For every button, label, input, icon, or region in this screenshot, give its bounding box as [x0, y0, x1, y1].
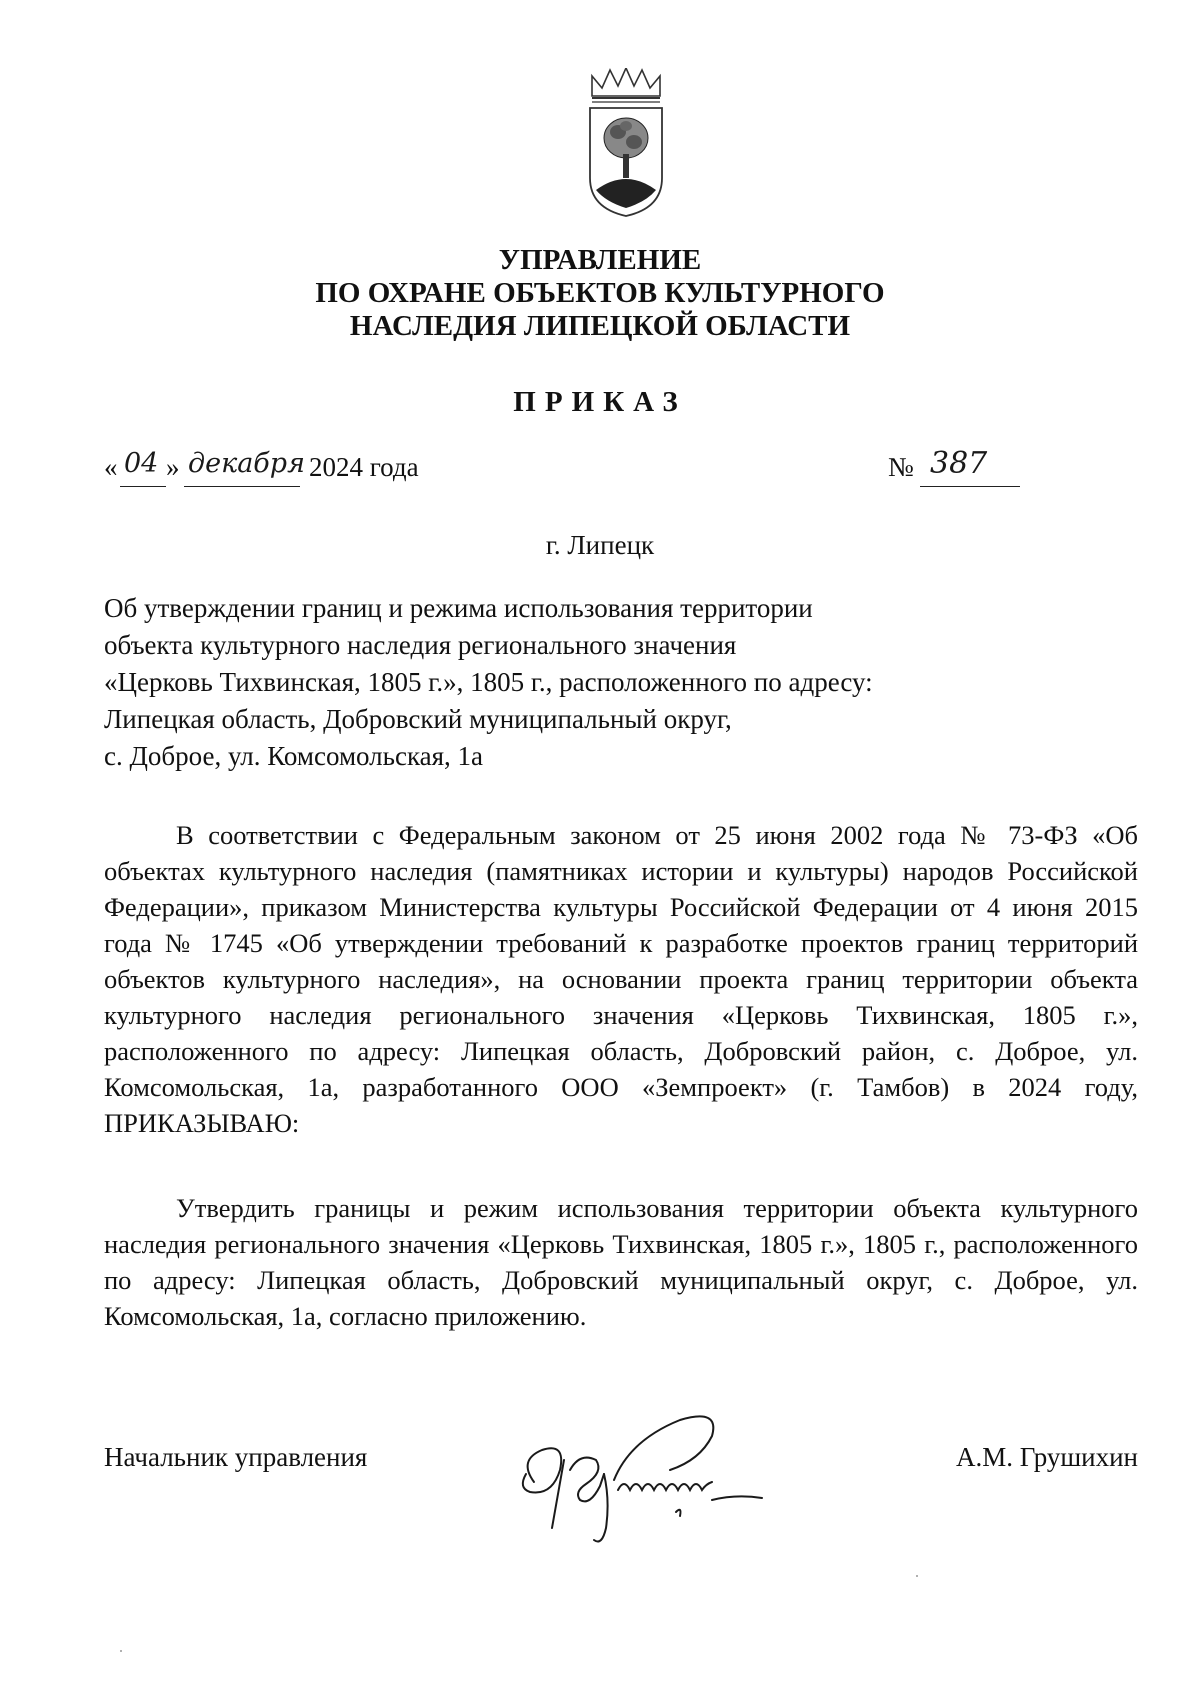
signatory-role: Начальник управления [104, 1442, 368, 1472]
quote-close: » [166, 452, 180, 482]
agency-line-2: ПО ОХРАНЕ ОБЪЕКТОВ КУЛЬТУРНОГО [315, 277, 885, 309]
signatory-name: А.М. Грушихин [956, 1442, 1138, 1472]
subject-line-1: Об утверждении границ и режима использования территории [104, 593, 813, 623]
document-type: ПРИКАЗ [513, 386, 687, 418]
handwritten-day: 04 [124, 448, 159, 479]
preamble-paragraph: В соответствии с Федеральным законом от 25 июня 2002 года № 73-ФЗ «Об объектах культурного наследия (памятниках истории и культуры) народов Российской Федерации», приказом Министерства культуры Российской Федерации от 4 июня 2015 года № 1745 «Об утверждении требований к разработке проектов границ территорий объектов культурного наследия», на основании проекта границ территории объекта культурного наследия регионального значения «Церковь Тихвинская, 1805 г.», расположенного по адресу: Липецкая область, Добровский район, с. Доброе, ул. Комсомольская, 1а, разработанного ООО «Земпроект» (г. Тамбов) в 2024 году, ПРИКАЗЫВАЮ: [104, 820, 1138, 1138]
agency-line-1: УПРАВЛЕНИЕ [498, 244, 702, 276]
number-label: № [888, 452, 914, 482]
month-underline [184, 486, 300, 487]
date-number-row [104, 446, 1104, 496]
order-paragraph: Утвердить границы и режим использования территории объекта культурного наследия регионального значения «Церковь Тихвинская, 1805 г.», 1805 г., расположенного по адресу: Липецкая область, Добровский муниципальный округ, с. Доброе, ул. Комсомольская, 1а, согласно приложению. [104, 1193, 1138, 1331]
handwritten-month: декабря [188, 448, 305, 479]
number-underline [920, 486, 1020, 487]
subject-line-4: Липецкая область, Добровский муниципальный округ, [104, 704, 732, 734]
agency-line-3: НАСЛЕДИЯ ЛИПЕЦКОЙ ОБЛАСТИ [349, 310, 851, 342]
signature-icon [500, 1400, 840, 1550]
coat-of-arms-icon [586, 68, 666, 218]
scan-speck [120, 1650, 122, 1652]
year-text: 2024 года [309, 452, 419, 482]
agency-name [0, 244, 1200, 343]
scan-speck [916, 1575, 918, 1577]
quote-open: « [104, 452, 118, 482]
day-underline [120, 486, 166, 487]
order-subject [104, 590, 1104, 775]
handwritten-number: 387 [930, 446, 988, 481]
subject-line-5: с. Доброе, ул. Комсомольская, 1а [104, 741, 484, 771]
subject-line-3: «Церковь Тихвинская, 1805 г.», 1805 г., расположенного по адресу: [104, 667, 873, 697]
subject-line-2: объекта культурного наследия регионального значения [104, 630, 737, 660]
city: г. Липецк [545, 530, 655, 560]
